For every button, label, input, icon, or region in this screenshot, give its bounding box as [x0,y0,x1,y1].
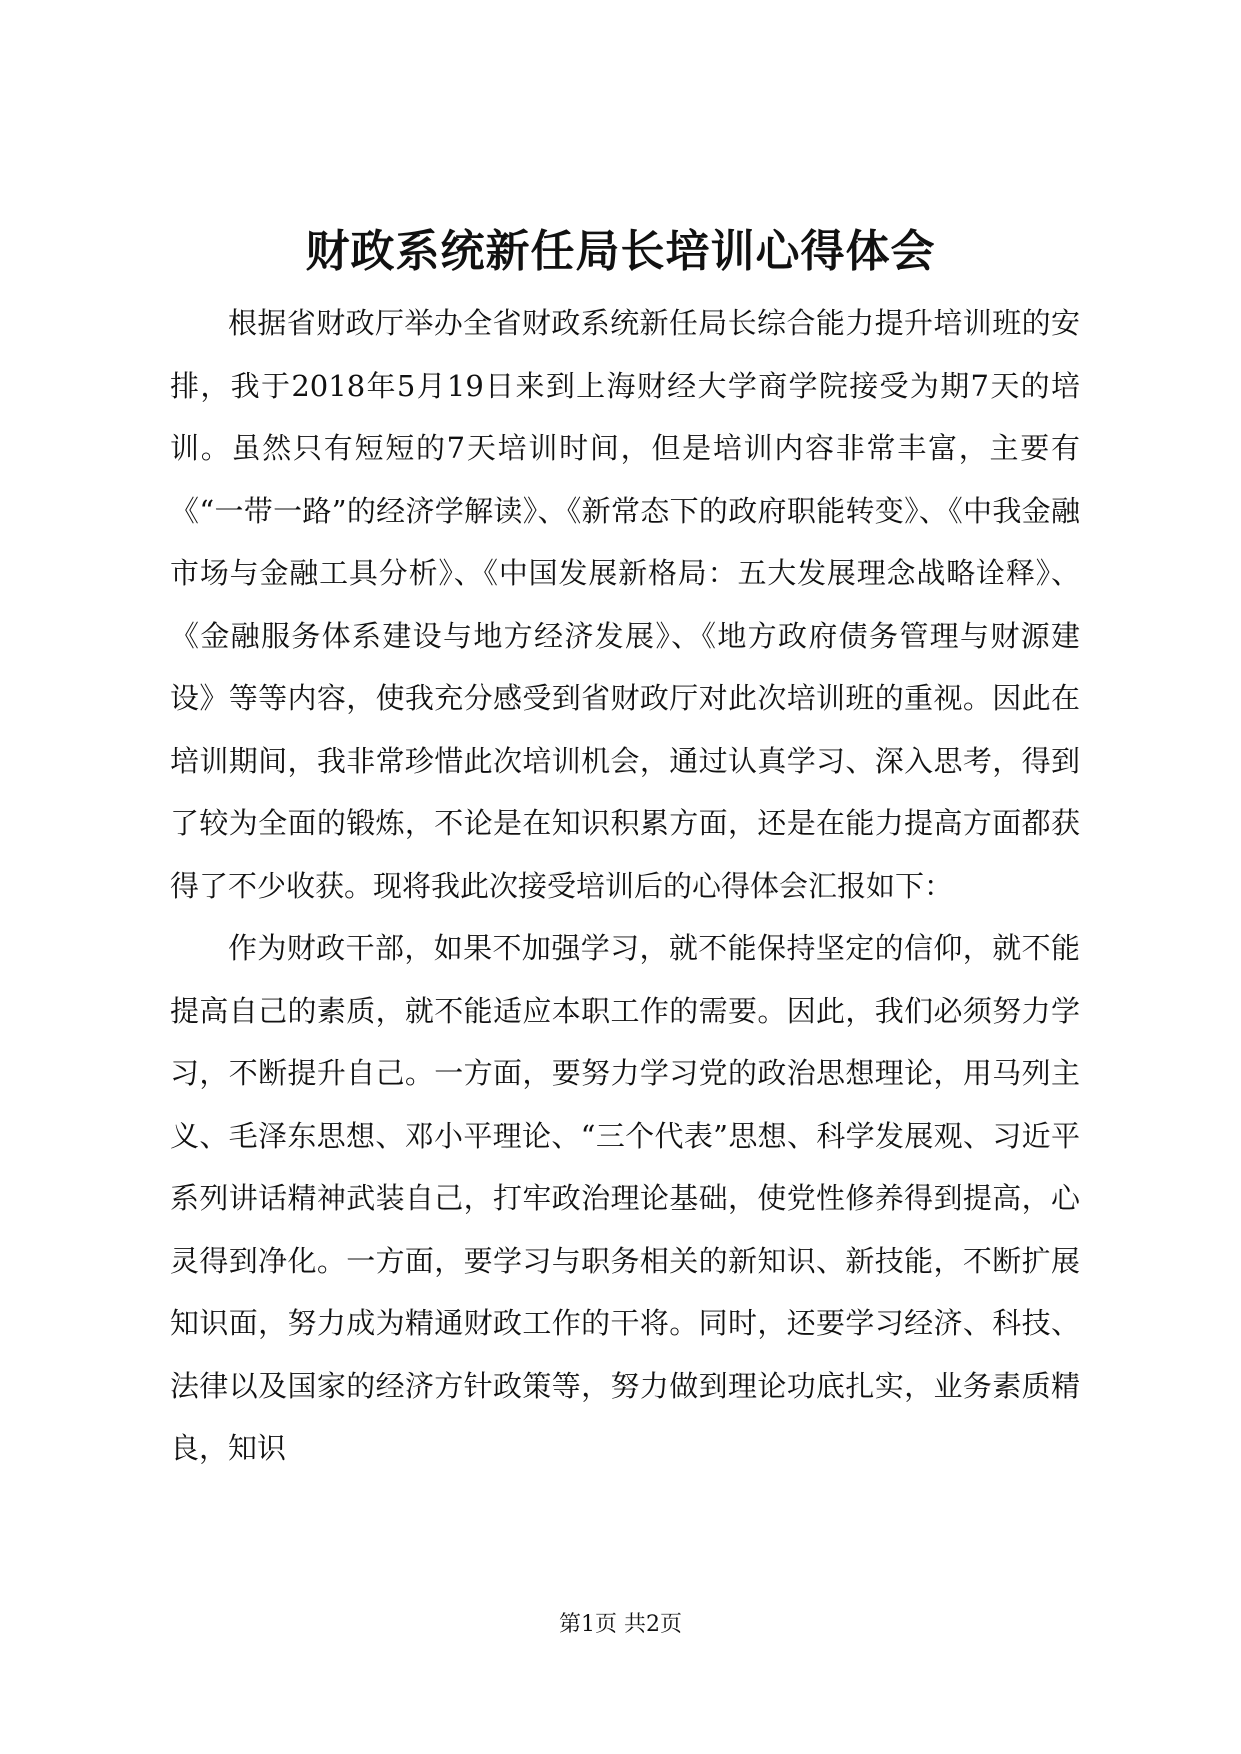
document-body [170,292,1080,1480]
paragraph-1: 根据省财政厅举办全省财政系统新任局长综合能力提升培训班的安排，我于2018年5月19日来到上海财经大学商学院接受为期7天的培训。虽然只有短短的7天培训时间，但是培训内容非常丰富，主要有《“一带一路”的经济学解读》、《新常态下的政府职能转变》、《中我金融市场与金融工具分析》、《中国发展新格局：五大发展理念战略诠释》、《金融服务体系建设与地方经济发展》、《地方政府债务管理与财源建设》等等内容，使我充分感受到省财政厅对此次培训班的重视。因此在培训期间，我非常珍惜此次培训机会，通过认真学习、深入思考，得到了较为全面的锻炼，不论是在知识积累方面，还是在能力提高方面都获得了不少收获。现将我此次接受培训后的心得体会汇报如下： [170,306,1080,903]
document-title: 财政系统新任局长培训心得体会 [305,226,936,277]
paragraph-2: 作为财政干部，如果不加强学习，就不能保持坚定的信仰，就不能提高自己的素质，就不能适应本职工作的需要。因此，我们必须努力学习，不断提升自己。一方面，要努力学习党的政治思想理论，用马列主义、毛泽东思想、邓小平理论、“三个代表”思想、科学发展观、习近平系列讲话精神武装自己，打牢政治理论基础，使党性修养得到提高，心灵得到净化。一方面，要学习与职务相关的新知识、新技能，不断扩展知识面，努力成为精通财政工作的干将。同时，还要学习经济、科技、法律以及国家的经济方针政策等，努力做到理论功底扎实，业务素质精良，知识 [170,931,1080,1465]
page-number-footer: 第1页 共2页 [559,1612,682,1637]
